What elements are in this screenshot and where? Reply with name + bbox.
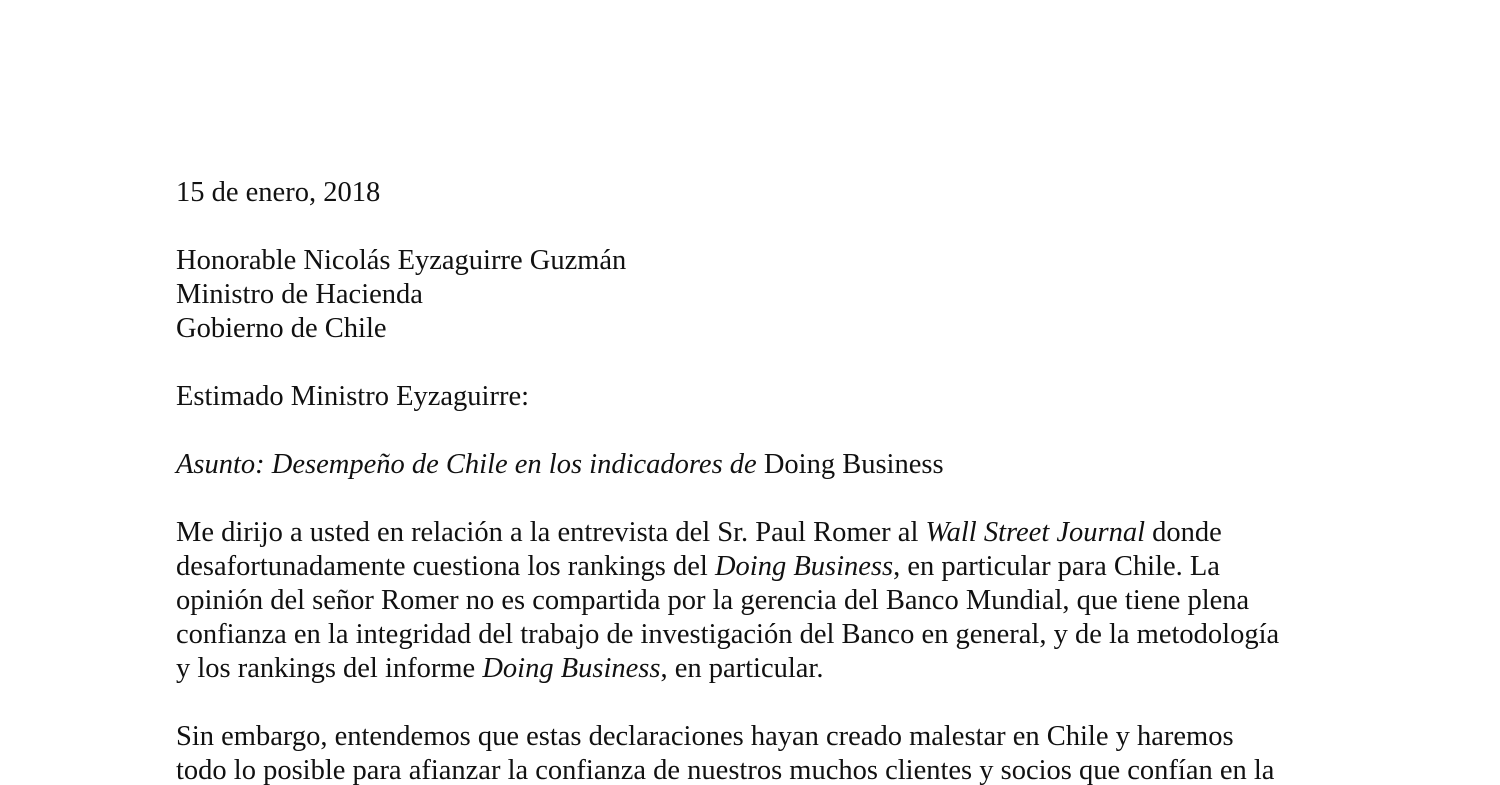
recipient-block [176, 244, 1356, 346]
report-name: Doing Business [714, 551, 894, 582]
spacer [176, 346, 1356, 380]
text-run: donde [1145, 517, 1222, 548]
text-run: Me dirijo a usted en relación a la entrevista del Sr. Paul Romer al [176, 517, 926, 548]
subject-line [176, 448, 1356, 482]
spacer [176, 414, 1356, 448]
spacer [176, 686, 1356, 720]
text-run: desafortunadamente cuestiona los rankings del [176, 551, 715, 582]
paragraph-line [176, 652, 1356, 686]
text-run: y los rankings del informe [176, 653, 483, 684]
paragraph-line: todo lo posible para afianzar la confianza de nuestros muchos clientes y socios que confían en la [176, 755, 1275, 785]
paragraph-line: confianza en la integridad del trabajo de investigación del Banco en general, y de la metodología [176, 619, 1280, 650]
salutation: Estimado Ministro Eyzaguirre: [176, 381, 530, 412]
spacer [176, 482, 1356, 516]
recipient-organization: Gobierno de Chile [176, 313, 387, 344]
letter-body [176, 176, 1356, 785]
spacer [176, 210, 1356, 244]
publication-name: Wall Street Journal [925, 517, 1146, 548]
paragraph-1 [176, 516, 1356, 686]
text-run: , en particular. [660, 653, 824, 684]
subject-normal: Doing Business [763, 449, 944, 480]
letter-date: 15 de enero, 2018 [176, 177, 381, 208]
recipient-name: Honorable Nicolás Eyzaguirre Guzmán [176, 245, 627, 276]
subject-italic: Asunto: Desempeño de Chile en los indicadores de [176, 449, 757, 480]
recipient-title: Ministro de Hacienda [176, 279, 423, 310]
report-name: Doing Business [482, 653, 661, 684]
paragraph-line: Sin embargo, entendemos que estas declaraciones hayan creado malestar en Chile y haremos [176, 721, 1234, 752]
paragraph-line: opinión del señor Romer no es compartida por la gerencia del Banco Mundial, que tiene plena [176, 585, 1250, 616]
text-run: , en particular para Chile. La [893, 551, 1220, 582]
paragraph-line [176, 516, 1356, 550]
paragraph-line [176, 550, 1356, 584]
paragraph-2 [176, 720, 1356, 785]
